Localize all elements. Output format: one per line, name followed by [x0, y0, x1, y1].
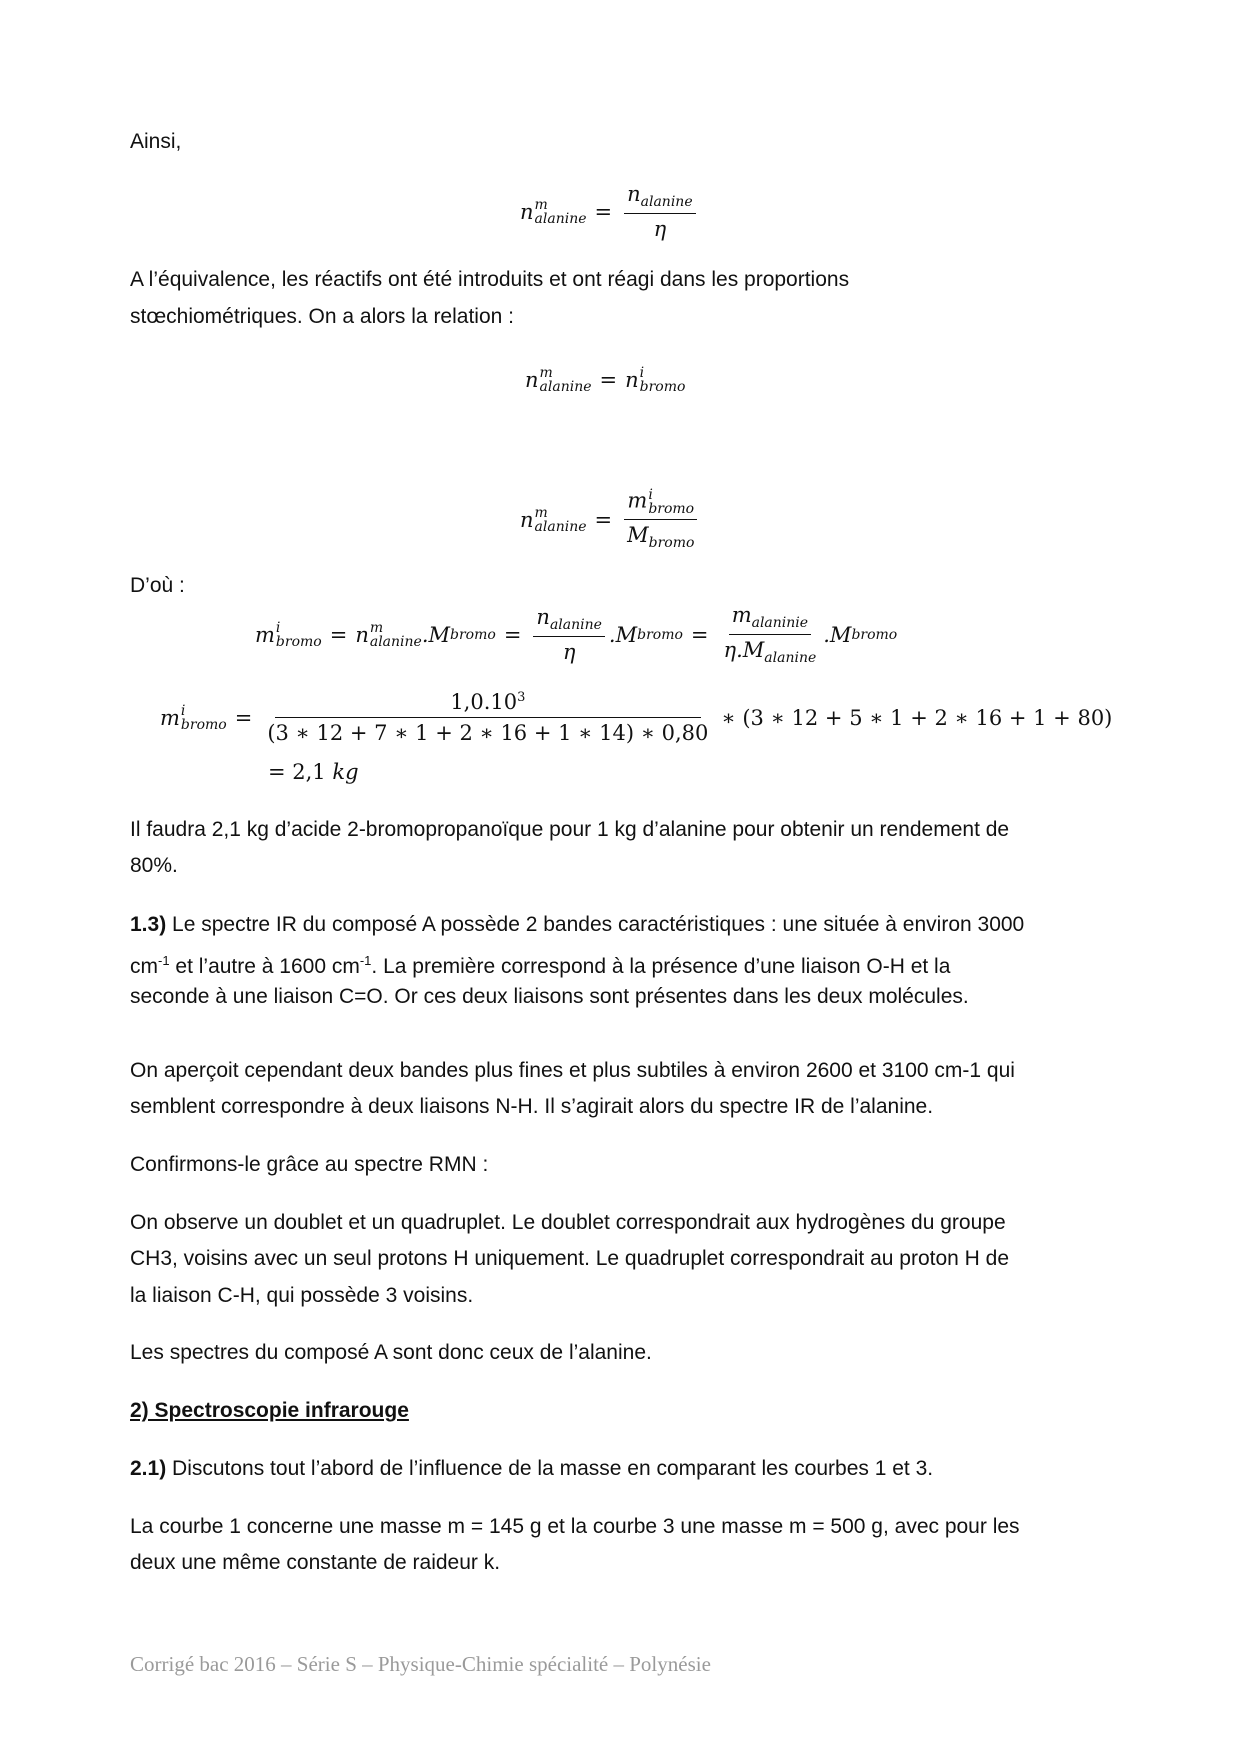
- text-apercoit-1: On aperçoit cependant deux bandes plus fines et plus subtiles à environ 2600 et 3100 cm-1 qui: [130, 1059, 1015, 1082]
- sup: i: [639, 365, 645, 381]
- sup: m: [534, 196, 548, 213]
- question-label: 2.1): [130, 1457, 167, 1480]
- var: .M: [608, 622, 638, 647]
- sup: m: [539, 365, 553, 381]
- var: m: [731, 603, 752, 627]
- var: M: [627, 523, 649, 547]
- fraction: [624, 182, 696, 241]
- numerator: [624, 488, 697, 520]
- numerator: [729, 603, 811, 635]
- sub: alanine: [640, 194, 693, 211]
- text-observe-1: On observe un doublet et un quadruplet. Le doublet correspondrait aux hydrogènes du groupe: [130, 1211, 1006, 1234]
- var: m: [255, 622, 275, 647]
- exponent: 3: [517, 690, 526, 705]
- equation-n-alanine-m: [520, 182, 700, 241]
- equation-n-equal: [525, 366, 685, 394]
- fraction: [533, 605, 605, 664]
- sub: bromo: [851, 626, 898, 643]
- sup: i: [180, 702, 186, 719]
- text-conclusion: Les spectres du composé A sont donc ceux de l’alanine.: [130, 1341, 652, 1364]
- var: n: [525, 368, 539, 392]
- text-confirmons: Confirmons-le grâce au spectre RMN :: [130, 1153, 489, 1176]
- question-label: 1.3): [130, 913, 167, 936]
- equation-m-bromo-numeric: [160, 690, 1112, 745]
- sup: m: [534, 504, 548, 521]
- equals: =: [594, 507, 613, 532]
- subsup: [640, 366, 686, 394]
- equals: =: [594, 199, 613, 224]
- var: n: [520, 507, 534, 532]
- subsup: [181, 704, 227, 732]
- equals: =: [503, 622, 522, 647]
- exponent: -1: [359, 953, 372, 968]
- equals: =: [329, 622, 348, 647]
- equals: =: [599, 368, 618, 392]
- text-q13-line3: seconde à une liaison C=O. Or ces deux liaisons sont présentes dans les deux molécules.: [130, 985, 969, 1008]
- text-courbe-1: La courbe 1 concerne une masse m = 145 g et la courbe 3 une masse m = 500 g, avec pour les: [130, 1515, 1020, 1538]
- text-q21: [130, 1451, 933, 1487]
- text-observe-2: CH3, voisins avec un seul protons H uniquement. Le quadruplet correspondrait au proton H de: [130, 1247, 1010, 1270]
- equals: =: [234, 705, 253, 730]
- denominator: (3 ∗ 12 + 7 ∗ 1 + 2 ∗ 16 + 1 ∗ 14) ∗ 0,80: [267, 721, 709, 745]
- equation-m-bromo-chain: [255, 603, 897, 666]
- numerator: [533, 605, 605, 637]
- text: et l’autre à 1600 cm: [169, 955, 360, 978]
- text-dou: D’où :: [130, 574, 185, 597]
- sub: alanine: [369, 633, 422, 650]
- var: n: [536, 605, 550, 630]
- sup: m: [369, 619, 384, 636]
- sub: bromo: [275, 633, 322, 650]
- sub: bromo: [180, 716, 227, 733]
- numerator: [275, 690, 701, 718]
- value: 1,0.10: [450, 690, 518, 714]
- var: .M: [823, 622, 852, 647]
- subsup: [540, 366, 592, 394]
- text-courbe-2: deux une même constante de raideur k.: [130, 1551, 501, 1574]
- sub: bromo: [637, 626, 683, 643]
- sub: bromo: [639, 379, 686, 395]
- sup: i: [648, 487, 653, 503]
- sub: alanine: [549, 617, 602, 634]
- fraction: [264, 690, 711, 745]
- sub: bromo: [450, 626, 496, 643]
- sub: bromo: [648, 535, 695, 552]
- section-heading: 2) Spectroscopie infrarouge: [130, 1399, 409, 1422]
- sub: alanine: [764, 650, 817, 667]
- var: n: [520, 199, 534, 224]
- result-unit: kg: [332, 760, 359, 784]
- page-footer: Corrigé bac 2016 – Série S – Physique-Chimie spécialité – Polynésie: [130, 1652, 711, 1676]
- sub: alanine: [534, 518, 587, 535]
- result-value: = 2,1: [268, 760, 333, 784]
- var: n: [355, 622, 369, 647]
- equals: =: [690, 622, 709, 647]
- text: cm: [130, 955, 158, 978]
- text: Le spectre IR du composé A possède 2 bandes caractéristiques : une située à environ 3000: [166, 913, 1025, 936]
- var: n: [625, 368, 639, 392]
- subsup: [535, 198, 587, 226]
- subsup: [535, 506, 587, 534]
- sub: bromo: [648, 501, 695, 517]
- exponent: -1: [158, 953, 170, 968]
- sub: alanine: [534, 210, 587, 227]
- sub: alanine: [539, 379, 592, 395]
- var: m: [160, 705, 180, 730]
- denominator: η: [562, 640, 576, 665]
- text-apercoit-2: semblent correspondre à deux liaisons N-H. Il s’agirait alors du spectre IR de l’alanine.: [130, 1095, 934, 1118]
- denominator: [721, 635, 820, 666]
- sub: alaninie: [751, 615, 809, 632]
- text: . La première correspond à la présence d’une liaison O-H et la: [371, 955, 951, 978]
- var: η.M: [723, 638, 765, 663]
- var: .M: [421, 622, 451, 647]
- numerator: [624, 182, 696, 214]
- fraction: [721, 603, 820, 666]
- multiplier: ∗ (3 ∗ 12 + 5 ∗ 1 + 2 ∗ 16 + 1 + 80): [721, 705, 1113, 730]
- denominator: η: [653, 217, 667, 242]
- text-equivalence-2: stœchiométriques. On a alors la relation :: [130, 305, 514, 328]
- text-faudra-2: 80%.: [130, 854, 178, 877]
- equation-result: [268, 760, 359, 784]
- text-ainsi: Ainsi,: [130, 130, 182, 153]
- subsup: [370, 621, 422, 649]
- var: n: [627, 182, 641, 206]
- denominator: [624, 520, 697, 551]
- equation-n-mass-ratio: [520, 488, 701, 551]
- fraction: [624, 488, 697, 551]
- text-faudra-1: Il faudra 2,1 kg d’acide 2-bromopropanoïque pour 1 kg d’alanine pour obtenir un rendement de: [130, 818, 1010, 841]
- text-observe-3: la liaison C-H, qui possède 3 voisins.: [130, 1284, 474, 1307]
- var: m: [627, 488, 648, 513]
- text: Discutons tout l’abord de l’influence de la masse en comparant les courbes 1 et 3.: [166, 1457, 934, 1480]
- text-equivalence-1: A l’équivalence, les réactifs ont été introduits et ont réagi dans les proportions: [130, 268, 850, 291]
- text-q13-line1: [130, 907, 1024, 943]
- sup: i: [275, 619, 281, 636]
- subsup: [276, 621, 322, 649]
- subsup: [648, 488, 694, 516]
